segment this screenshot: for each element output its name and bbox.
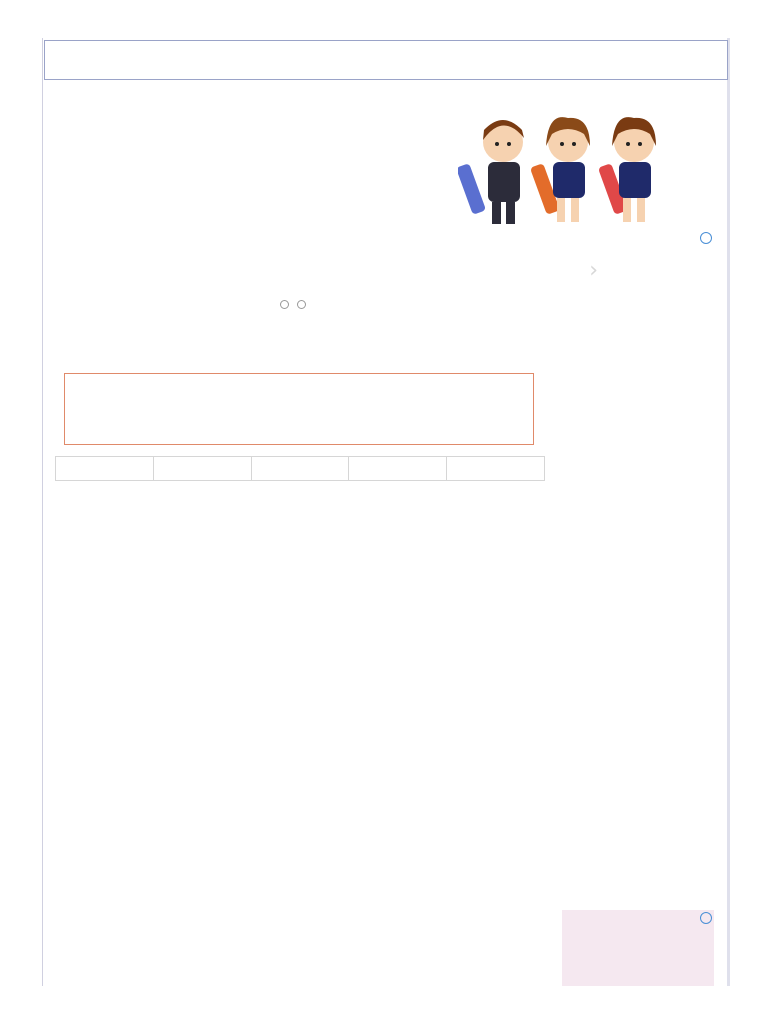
- ad-pager-dot-icon[interactable]: [297, 300, 306, 309]
- kid-girl-icon: [530, 117, 590, 222]
- table-header-row: [56, 457, 545, 481]
- sidebar-ad[interactable]: [562, 910, 714, 986]
- header-col-4: [447, 457, 545, 481]
- sidebar-ad-info-icon[interactable]: [700, 912, 712, 924]
- site-header: [44, 40, 728, 80]
- header-form: [56, 457, 154, 481]
- ad-next-arrow-icon[interactable]: ›: [589, 258, 598, 283]
- conjugation-table: [55, 456, 545, 481]
- header-col-1: [153, 457, 251, 481]
- ad-pager-dot-icon[interactable]: [280, 300, 289, 309]
- kid-girl-2-icon: [598, 117, 656, 222]
- sidebar: [562, 330, 712, 350]
- ad-banner[interactable]: [46, 230, 716, 315]
- kid-boy-icon: [458, 120, 524, 224]
- group-list: [64, 373, 534, 445]
- print-footer: [34, 992, 734, 1004]
- ad-pager: [280, 294, 314, 313]
- print-header: [34, 16, 734, 30]
- header-col-3: [349, 457, 447, 481]
- kids-illustration: [458, 112, 668, 230]
- header-col-2: [251, 457, 349, 481]
- ad-info-icon[interactable]: [700, 232, 712, 244]
